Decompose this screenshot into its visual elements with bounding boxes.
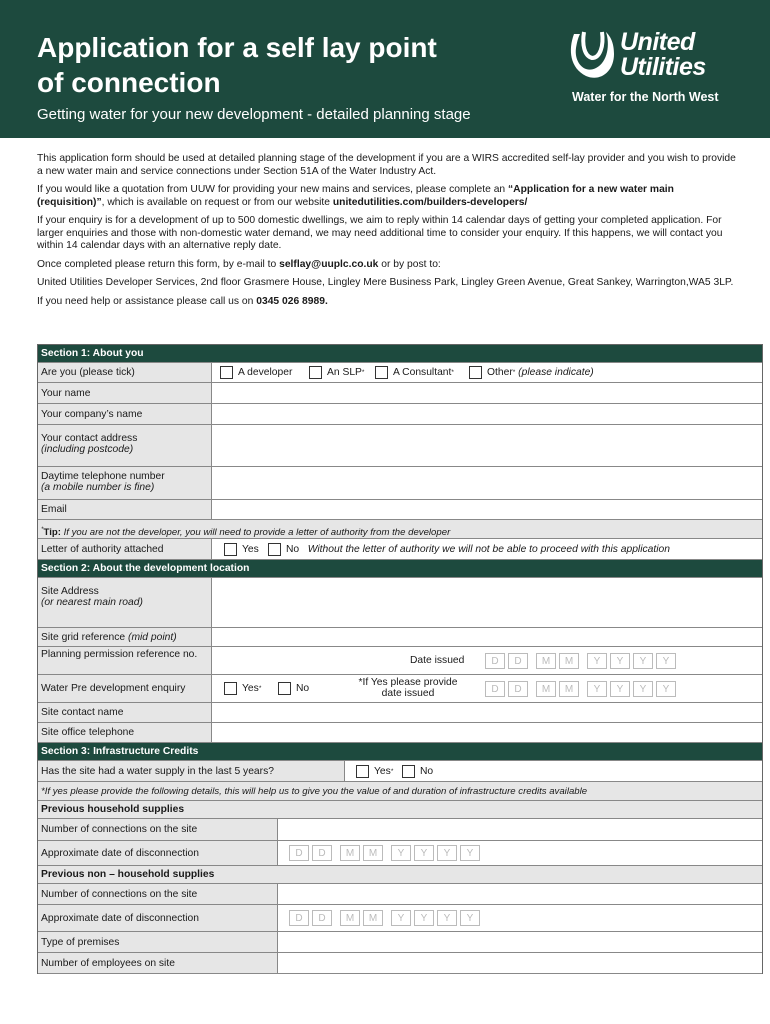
date-y1[interactable]: Y	[587, 681, 607, 697]
date-d2[interactable]: D	[508, 653, 528, 669]
date-y2[interactable]: Y	[610, 653, 630, 669]
email-label	[38, 500, 212, 519]
date-m2[interactable]: M	[559, 653, 579, 669]
date-y3[interactable]: Y	[437, 845, 457, 861]
application-form	[37, 344, 763, 974]
supply-text: Has the site had a water supply in the last 5 years?	[41, 765, 274, 777]
pre-dev-yes-checkbox[interactable]	[224, 682, 237, 695]
address-field[interactable]	[213, 425, 762, 466]
date-y1[interactable]: Y	[391, 845, 411, 861]
pre-dev-no-label: No	[296, 683, 310, 694]
non-household-connections-row	[38, 884, 762, 905]
pre-dev-no-option[interactable]	[278, 675, 309, 702]
requisition-form-name: “Application for a new water main (requisition)”	[37, 184, 674, 208]
supply-row	[38, 761, 762, 782]
date-d2[interactable]: D	[508, 681, 528, 697]
site-contact-label	[38, 703, 212, 722]
supply-no-label: No	[420, 765, 434, 777]
phone-row	[38, 467, 762, 500]
household-disconnection-row	[38, 841, 762, 866]
date-d2[interactable]: D	[312, 910, 332, 926]
tip-text: If you are not the developer, you will need to provide a letter of authority from the developer	[60, 527, 451, 539]
pre-dev-yes-label: Yes	[242, 683, 259, 694]
site-address-text: Site Address	[41, 586, 99, 597]
intro-p4-text: Once completed please return this form, by e-mail to	[37, 258, 280, 270]
pre-dev-label	[38, 675, 212, 702]
supply-yes-checkbox[interactable]	[356, 765, 369, 778]
phone-label	[38, 467, 212, 499]
site-phone-text: Site office telephone	[41, 727, 135, 738]
letter-no-checkbox[interactable]	[268, 543, 281, 556]
premises-label	[38, 932, 278, 952]
pre-dev-yes-star: *	[258, 685, 262, 692]
phone-note: (a mobile number is fine)	[41, 482, 155, 493]
address-row	[38, 425, 762, 467]
household-heading: Previous household supplies	[38, 801, 762, 819]
household-disconnection-text: Approximate date of disconnection	[41, 847, 199, 859]
title-line-2: of connection	[37, 67, 221, 98]
your-name-row	[38, 383, 762, 404]
household-disconnection-date[interactable]	[289, 845, 483, 861]
company-name-row	[38, 404, 762, 425]
other-star: *	[512, 369, 516, 376]
date-y3[interactable]: Y	[633, 681, 653, 697]
email-row	[38, 500, 762, 520]
date-y2[interactable]: Y	[414, 910, 434, 926]
logo-tagline: Water for the North West	[572, 90, 719, 104]
credits-note-row: *If yes please provide the following details, this will help us to give you the value of and duration of infrastructure credits available	[38, 782, 762, 801]
logo-word-united: United	[620, 28, 695, 56]
intro-text	[37, 153, 737, 314]
letter-no-label: No	[286, 543, 300, 555]
date-y3[interactable]: Y	[437, 910, 457, 926]
site-phone-label	[38, 723, 212, 742]
supply-yes-star: *	[390, 767, 394, 775]
date-y4[interactable]: Y	[460, 845, 480, 861]
intro-p2-text2: , which is available on request or from our website	[101, 196, 333, 208]
planning-ref-label	[38, 647, 212, 674]
non-household-disconnection-text: Approximate date of disconnection	[41, 912, 199, 924]
site-contact-row	[38, 703, 762, 723]
non-household-disconnection-date[interactable]	[289, 910, 483, 926]
tip-row	[38, 520, 762, 539]
supply-no-option[interactable]	[402, 761, 433, 781]
your-name-field[interactable]	[213, 383, 762, 403]
supply-no-checkbox[interactable]	[402, 765, 415, 778]
grid-ref-label	[38, 628, 212, 646]
page-subtitle: Getting water for your new development - detailed planning stage	[37, 106, 471, 123]
letter-no-option[interactable]	[268, 539, 670, 559]
date-d1[interactable]: D	[485, 653, 505, 669]
page-title	[37, 30, 517, 100]
date-y4[interactable]: Y	[656, 653, 676, 669]
date-issued-label	[410, 647, 464, 674]
intro-p4-text2: or by post to:	[378, 258, 441, 270]
date-issued-field[interactable]	[485, 653, 679, 669]
letter-note: Without the letter of authority we will not be able to proceed with this application	[307, 543, 670, 555]
intro-p3: If your enquiry is for a development of up to 500 domestic dwellings, we aim to reply within 14 calendar days of getting your completed application. For larger enquiries and those with non-domestic water demand, we may need additional time to consider your enquiry. If this happens, we will contact you within 14 calendar days with an alternative reply date.	[37, 215, 723, 251]
phone-field[interactable]	[213, 467, 762, 499]
phone-number: 0345 026 8989.	[256, 295, 328, 307]
pre-dev-no-checkbox[interactable]	[278, 682, 291, 695]
logo-word-utilities: Utilities	[620, 53, 706, 81]
household-connections-field[interactable]	[279, 819, 762, 840]
letter-row	[38, 539, 762, 560]
employees-field[interactable]	[279, 953, 762, 973]
date-m1[interactable]: M	[536, 653, 556, 669]
company-name-field[interactable]	[213, 404, 762, 424]
supply-yes-label: Yes	[374, 765, 391, 777]
date-m1[interactable]: M	[340, 845, 360, 861]
date-m2[interactable]: M	[363, 910, 383, 926]
date-d1[interactable]: D	[289, 910, 309, 926]
intro-p5: United Utilities Developer Services, 2nd floor Grasmere House, Lingley Mere Business Park, Lingley Green Avenue, Great Sankey, Warrington,WA5 3LP.	[37, 277, 734, 288]
date-y3[interactable]: Y	[633, 653, 653, 669]
pre-dev-yes-option[interactable]	[224, 675, 261, 702]
site-contact-text: Site contact name	[41, 707, 124, 718]
date-m1[interactable]: M	[340, 910, 360, 926]
date-m2[interactable]: M	[559, 681, 579, 697]
non-household-disconnection-label	[38, 905, 278, 931]
slp-star: *	[361, 369, 365, 376]
your-name-label	[38, 383, 212, 403]
date-d1[interactable]: D	[289, 845, 309, 861]
are-you-label	[38, 363, 212, 382]
header-banner	[0, 0, 770, 138]
planning-ref-text: Planning permission reference no.	[41, 649, 198, 660]
non-household-heading: Previous non – household supplies	[38, 866, 762, 884]
letter-yes-label: Yes	[242, 543, 259, 555]
non-household-disconnection-row	[38, 905, 762, 932]
section-3-heading: Section 3: Infrastructure Credits	[38, 743, 762, 761]
pre-dev-row	[38, 675, 762, 703]
section-2-heading: Section 2: About the development location	[38, 560, 762, 578]
consultant-star: *	[451, 369, 454, 376]
slp-option[interactable]	[309, 363, 364, 382]
tip-star: *	[41, 526, 44, 533]
developer-checkbox[interactable]	[220, 366, 233, 379]
date-y2[interactable]: Y	[610, 681, 630, 697]
date-m1[interactable]: M	[536, 681, 556, 697]
non-household-connections-label	[38, 884, 278, 904]
employees-row	[38, 953, 762, 974]
consultant-checkbox[interactable]	[375, 366, 388, 379]
intro-p1: This application form should be used at detailed planning stage of the development if you are a WIRS accredited self-lay provider and you wish to provide a new water main and service connections under Section 51A of the Water Industry Act.	[37, 153, 736, 177]
grid-ref-text: Site grid reference	[41, 631, 126, 643]
grid-ref-note: (mid point)	[128, 631, 177, 643]
non-household-connections-field[interactable]	[279, 884, 762, 904]
letter-label	[38, 539, 212, 559]
slp-checkbox[interactable]	[309, 366, 322, 379]
date-d2[interactable]: D	[312, 845, 332, 861]
intro-p6	[37, 296, 737, 309]
site-contact-field[interactable]	[213, 703, 762, 722]
site-address-row	[38, 578, 762, 628]
employees-label	[38, 953, 278, 973]
premises-field[interactable]	[279, 932, 762, 952]
logo-mark-icon	[566, 28, 618, 84]
section-1-heading: Section 1: About you	[38, 345, 762, 363]
date-y2[interactable]: Y	[414, 845, 434, 861]
grid-ref-field[interactable]	[213, 628, 762, 646]
intro-p2	[37, 184, 737, 209]
date-y1[interactable]: Y	[391, 910, 411, 926]
supply-label	[38, 761, 345, 781]
letter-yes-checkbox[interactable]	[224, 543, 237, 556]
consultant-option[interactable]	[375, 363, 454, 382]
united-utilities-logo	[566, 28, 746, 108]
other-checkbox[interactable]	[469, 366, 482, 379]
developer-option[interactable]	[220, 363, 292, 382]
site-address-label	[38, 578, 212, 627]
premises-row	[38, 932, 762, 953]
phone-text: Daytime telephone number	[41, 471, 165, 482]
intro-p6-text: If you need help or assistance please call us on	[37, 295, 257, 307]
date-issued-text: Date issued	[410, 655, 465, 666]
company-name-text: Your company’s name	[41, 408, 143, 420]
intro-p4	[37, 259, 737, 272]
are-you-text: Are you (please tick)	[41, 367, 135, 378]
household-connections-row	[38, 819, 762, 841]
grid-ref-row	[38, 628, 762, 647]
tip-label: Tip:	[43, 527, 61, 539]
email-text: Email	[41, 504, 67, 515]
site-address-field[interactable]	[213, 578, 762, 627]
planning-ref-row	[38, 647, 762, 675]
date-y1[interactable]: Y	[587, 653, 607, 669]
pre-dev-date-field[interactable]	[485, 681, 679, 697]
date-y4[interactable]: Y	[656, 681, 676, 697]
address-label	[38, 425, 212, 466]
supply-yes-option[interactable]	[356, 761, 393, 781]
other-option[interactable]	[469, 363, 594, 382]
household-connections-text: Number of connections on the site	[41, 824, 198, 835]
address-text: Your contact address	[41, 433, 138, 444]
company-name-label	[38, 404, 212, 424]
are-you-row	[38, 363, 762, 383]
site-phone-field[interactable]	[213, 723, 762, 742]
intro-p2-text: If you would like a quotation from UUW for providing your new mains and services, please complete an	[37, 184, 509, 195]
consultant-label: A Consultant	[393, 367, 452, 378]
letter-yes-option[interactable]	[224, 539, 259, 559]
your-name-text: Your name	[41, 387, 91, 399]
site-phone-row	[38, 723, 762, 743]
other-label: Other	[487, 367, 513, 378]
title-line-1: Application for a self lay point	[37, 32, 437, 63]
household-connections-label	[38, 819, 278, 840]
household-disconnection-label	[38, 841, 278, 865]
date-m2[interactable]: M	[363, 845, 383, 861]
other-note: (please indicate)	[518, 367, 594, 378]
developer-label: A developer	[238, 367, 293, 378]
email-field[interactable]	[213, 500, 762, 519]
address-note: (including postcode)	[41, 444, 134, 455]
if-yes-note: *If Yes please provide date issued	[358, 677, 458, 699]
non-household-connections-text: Number of connections on the site	[41, 888, 198, 900]
site-address-note: (or nearest main road)	[41, 597, 143, 608]
slp-label: An SLP	[327, 367, 362, 378]
letter-text: Letter of authority attached	[41, 543, 164, 555]
email-link[interactable]: selflay@uuplc.co.uk	[279, 258, 379, 270]
pre-dev-text: Water Pre development enquiry	[41, 683, 186, 694]
date-y4[interactable]: Y	[460, 910, 480, 926]
website-link[interactable]: unitedutilities.com/builders-developers/	[332, 196, 528, 208]
employees-text: Number of employees on site	[41, 957, 175, 969]
date-d1[interactable]: D	[485, 681, 505, 697]
premises-text: Type of premises	[41, 936, 120, 948]
